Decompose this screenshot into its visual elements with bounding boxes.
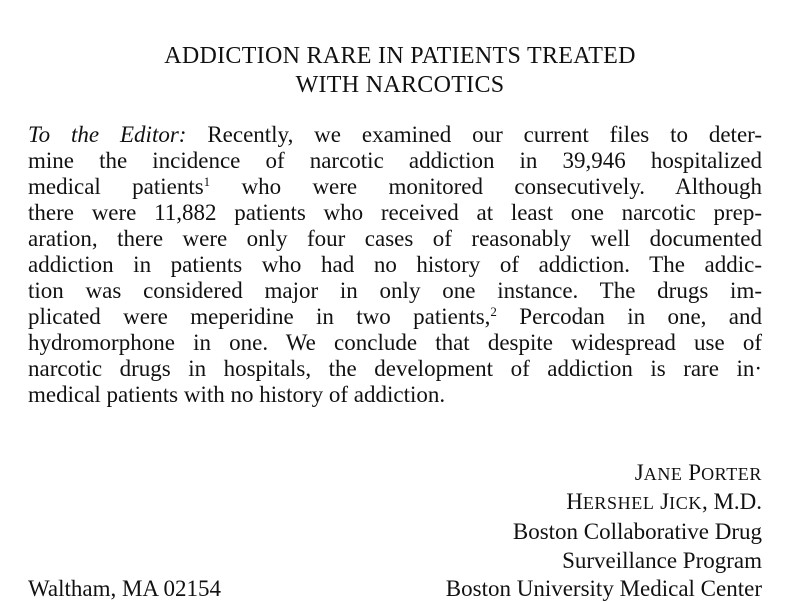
body-line-9: hydromorphone in one. We conclude that despite widespread use of: [28, 330, 762, 355]
body-line-10: narcotic drugs in hospitals, the development of addiction is rare in·: [28, 356, 762, 381]
salutation: To the Editor:: [28, 122, 187, 147]
body-line-4: there were 11,882 patients who received at least one narcotic prep-: [28, 200, 762, 225]
author-1-last-initial: P: [688, 460, 702, 485]
letter-body: [28, 122, 762, 408]
author-1-initial: J: [634, 460, 644, 485]
body-line-3: [28, 174, 762, 200]
footnote-ref-2: 2: [490, 304, 497, 319]
title-line-2: WITH NARCOTICS: [295, 72, 505, 98]
org-line-1: Boston Collaborative Drug: [512, 519, 762, 544]
body-line-5: aration, there were only four cases of reasonably well documented: [28, 226, 762, 251]
address: Waltham, MA 02154: [28, 576, 221, 601]
footnote-ref-1: 1: [203, 174, 211, 189]
org-line-2: Surveillance Program: [562, 548, 762, 573]
author-1-name: [635, 460, 762, 487]
body-text-1: Recently, we examined our current files to deter-: [186, 122, 763, 147]
body-line-6: addiction in patients who had no history of addiction. The addic-: [28, 252, 762, 277]
author-1-first-rest: ANE: [643, 464, 683, 484]
author-2-last-initial: J: [660, 489, 670, 514]
author-2-name: [566, 489, 762, 516]
author-2-last-rest: ICK: [669, 493, 702, 513]
body-line-2: mine the incidence of narcotic addiction in 39,946 hospitalized: [28, 148, 762, 173]
author-2-initial: H: [566, 489, 583, 514]
body-line-11: medical patients with no history of addiction.: [28, 382, 446, 407]
body-text-3b: who were monitored consecutively. Although: [210, 174, 762, 199]
body-text-3a: medical patients: [28, 174, 204, 199]
body-text-8a: plicated were meperidine in two patients,: [28, 304, 491, 329]
author-1-last-rest: ORTER: [701, 464, 762, 484]
body-line-8: [28, 304, 762, 330]
author-2-suffix: , M.D.: [701, 489, 762, 514]
org-line-3: Boston University Medical Center: [445, 576, 762, 601]
body-text-8b: Percodan in one, and: [496, 304, 762, 329]
body-line-7: tion was considered major in only one instance. The drugs im-: [28, 278, 762, 303]
title-line-1: ADDICTION RARE IN PATIENTS TREATED: [164, 43, 636, 69]
author-2-first-rest: ERSHEL: [582, 493, 655, 513]
letter-title: [0, 42, 800, 100]
body-line-1: [28, 122, 762, 148]
